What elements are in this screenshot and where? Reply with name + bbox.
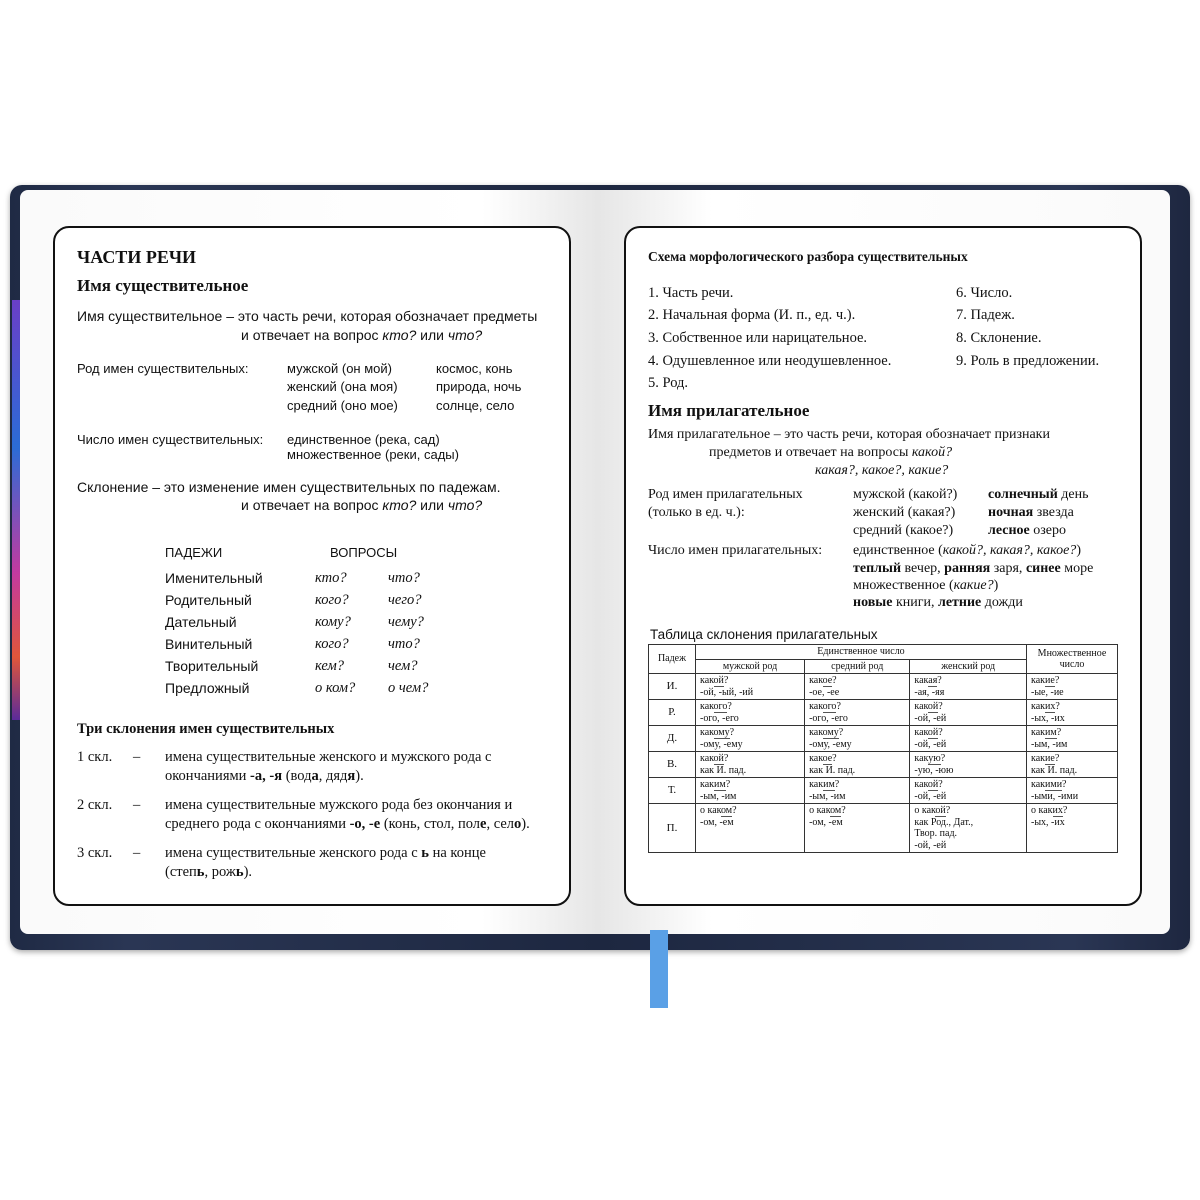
cases-header: ПАДЕЖИ <box>165 545 223 560</box>
adj-definition-line1: Имя прилагательное – это часть речи, которая обозначает признаки <box>648 427 1050 442</box>
gender-f: женский (она моя) <box>287 379 398 394</box>
cell-m: какого? -ого, -его <box>696 700 805 726</box>
row-case: В. <box>649 752 696 778</box>
adj-number-label: Число имен прилагательных: <box>648 543 823 558</box>
decl2-line1: имена существительные мужского рода без окончания и <box>165 797 513 813</box>
cell-f: какой? -ой, -ей <box>910 778 1027 804</box>
decl2-line2: среднего рода с окончаниями -о, -е (конь, стол, поле, село). <box>165 816 530 832</box>
cell-m: какой? -ой, -ый, -ий <box>696 674 805 700</box>
decl1-dash: – <box>133 749 141 765</box>
noun-title: Имя существительное <box>77 276 249 295</box>
decl2-label: 2 скл. <box>77 797 113 813</box>
adj-number-singular: единственное (какой?, какая?, какое?) <box>853 543 1081 558</box>
gender-m: мужской (он мой) <box>287 361 392 376</box>
cell-n: каким? -ым, -им <box>805 778 910 804</box>
cell-f: о какой? как Род., Дат., Твор. пад. -ой, -ей <box>910 804 1027 853</box>
table-row <box>649 674 1118 700</box>
declension-line1: Склонение – это изменение имен существительных по падежам. <box>77 479 501 495</box>
scheme-item: 3. Собственное или нарицательное. <box>648 330 868 346</box>
cell-f: какую? -ую, -юю <box>910 752 1027 778</box>
adj-gender-m: мужской (какой?) <box>853 487 958 502</box>
cell-m: какому? -ому, -ему <box>696 726 805 752</box>
adj-number-plural-examples: новые книги, летние дожди <box>853 595 1023 610</box>
decl1-line2: окончаниями -а, -я (вода, дядя). <box>165 768 364 784</box>
cell-f: какая? -ая, -яя <box>910 674 1027 700</box>
case-q2: чем? <box>388 658 418 674</box>
adj-gender-f: женский (какая?) <box>853 505 956 520</box>
case-q2: что? <box>388 636 420 652</box>
col-feminine: женский род <box>910 659 1027 674</box>
col-case: Падеж <box>649 645 696 674</box>
decl1-label: 1 скл. <box>77 749 113 765</box>
case-q2: о чем? <box>388 680 429 696</box>
case-q1: кому? <box>315 614 351 630</box>
col-masculine: мужской род <box>696 659 805 674</box>
gender-label: Род имен существительных: <box>77 361 249 376</box>
case-name: Дательный <box>165 614 237 630</box>
case-name: Творительный <box>165 658 259 674</box>
scheme-item: 4. Одушевленное или неодушевленное. <box>648 353 892 369</box>
row-case: Р. <box>649 700 696 726</box>
decl3-line1: имена существительные женского рода с ь на конце <box>165 845 486 861</box>
declension-table-title: Таблица склонения прилагательных <box>650 627 878 642</box>
row-case: Т. <box>649 778 696 804</box>
case-q1: кем? <box>315 658 344 674</box>
cell-m: какой? как И. пад. <box>696 752 805 778</box>
decl3-dash: – <box>133 845 141 861</box>
cell-p: какие? -ые, -ие <box>1027 674 1118 700</box>
adj-gender-f-example: ночная звезда <box>988 505 1074 520</box>
case-name: Родительный <box>165 592 252 608</box>
table-row <box>649 804 1118 853</box>
declension-line2: и отвечает на вопрос кто? или что? <box>241 497 483 513</box>
gender-f-examples: природа, ночь <box>436 379 522 394</box>
noun-definition-line1: Имя существительное – это часть речи, которая обозначает предметы <box>77 308 538 324</box>
cell-p: о каких? -ых, -их <box>1027 804 1118 853</box>
decl1-line1: имена существительные женского и мужского рода с <box>165 749 492 765</box>
table-row <box>649 726 1118 752</box>
cell-n: о каком? -ом, -ем <box>805 804 910 853</box>
scheme-item: 6. Число. <box>956 285 1013 301</box>
adj-definition-line2: предметов и отвечает на вопросы какой? <box>709 445 953 460</box>
row-case: Д. <box>649 726 696 752</box>
adj-gender-m-example: солнечный день <box>988 487 1089 502</box>
case-q2: что? <box>388 570 420 586</box>
adj-gender-n: средний (какое?) <box>853 523 954 538</box>
cell-p: каким? -ым, -им <box>1027 726 1118 752</box>
scheme-item: 5. Род. <box>648 375 689 391</box>
cell-f: какой? -ой, -ей <box>910 726 1027 752</box>
number-plural: множественное (реки, сады) <box>287 447 459 462</box>
bookmark-ribbon[interactable] <box>650 930 668 1008</box>
case-q1: о ком? <box>315 680 356 696</box>
cell-m: каким? -ым, -им <box>696 778 805 804</box>
scheme-item: 7. Падеж. <box>956 307 1015 323</box>
decl2-dash: – <box>133 797 141 813</box>
case-q1: кого? <box>315 592 349 608</box>
scheme-item: 8. Склонение. <box>956 330 1042 346</box>
scheme-title: Схема морфологического разбора существительных <box>648 249 968 264</box>
col-singular: Единственное число <box>696 645 1027 660</box>
adjective-declension-table <box>648 644 1118 853</box>
cell-p: каких? -ых, -их <box>1027 700 1118 726</box>
adj-gender-n-example: лесное озеро <box>988 523 1066 538</box>
cell-n: какому? -ому, -ему <box>805 726 910 752</box>
scheme-item: 2. Начальная форма (И. п., ед. ч.). <box>648 307 856 323</box>
noun-definition-line2: и отвечает на вопрос кто? или что? <box>241 327 483 343</box>
cell-p: какие? как И. пад. <box>1027 752 1118 778</box>
col-plural: Множественное число <box>1027 645 1118 674</box>
case-q2: чего? <box>388 592 422 608</box>
case-q1: кто? <box>315 570 347 586</box>
cell-p: какими? -ыми, -ими <box>1027 778 1118 804</box>
gender-m-examples: космос, конь <box>436 361 513 376</box>
case-q1: кого? <box>315 636 349 652</box>
col-neuter: средний род <box>805 659 910 674</box>
case-name: Винительный <box>165 636 253 652</box>
table-row <box>649 778 1118 804</box>
row-case: П. <box>649 804 696 853</box>
gender-n-examples: солнце, село <box>436 398 515 413</box>
scheme-item: 1. Часть речи. <box>648 285 734 301</box>
three-declensions-title: Три склонения имен существительных <box>77 721 335 737</box>
cell-n: какое? -ое, -ее <box>805 674 910 700</box>
adj-gender-label-2: (только в ед. ч.): <box>648 505 745 520</box>
adjective-title: Имя прилагательное <box>648 401 810 420</box>
questions-header: ВОПРОСЫ <box>330 545 398 560</box>
case-name: Именительный <box>165 570 263 586</box>
cell-n: какого? -ого, -его <box>805 700 910 726</box>
adj-number-singular-examples: теплый вечер, ранняя заря, синее море <box>853 561 1094 576</box>
adj-number-plural: множественное (какие?) <box>853 578 999 593</box>
scheme-item: 9. Роль в предложении. <box>956 353 1100 369</box>
case-q2: чему? <box>388 614 424 630</box>
case-name: Предложный <box>165 680 250 696</box>
table-row <box>649 700 1118 726</box>
cell-m: о каком? -ом, -ем <box>696 804 805 853</box>
adj-gender-label-1: Род имен прилагательных <box>648 487 803 502</box>
number-singular: единственное (река, сад) <box>287 432 440 447</box>
number-label: Число имен существительных: <box>77 432 264 447</box>
gender-n: средний (оно мое) <box>287 398 398 413</box>
cell-f: какой? -ой, -ей <box>910 700 1027 726</box>
decl3-label: 3 скл. <box>77 845 113 861</box>
cell-n: какое? как И. пад. <box>805 752 910 778</box>
decl3-line2: (степь, рожь). <box>165 864 253 880</box>
section-title: ЧАСТИ РЕЧИ <box>77 247 197 267</box>
adj-definition-line3: какая?, какое?, какие? <box>815 463 949 478</box>
table-row <box>649 752 1118 778</box>
row-case: И. <box>649 674 696 700</box>
